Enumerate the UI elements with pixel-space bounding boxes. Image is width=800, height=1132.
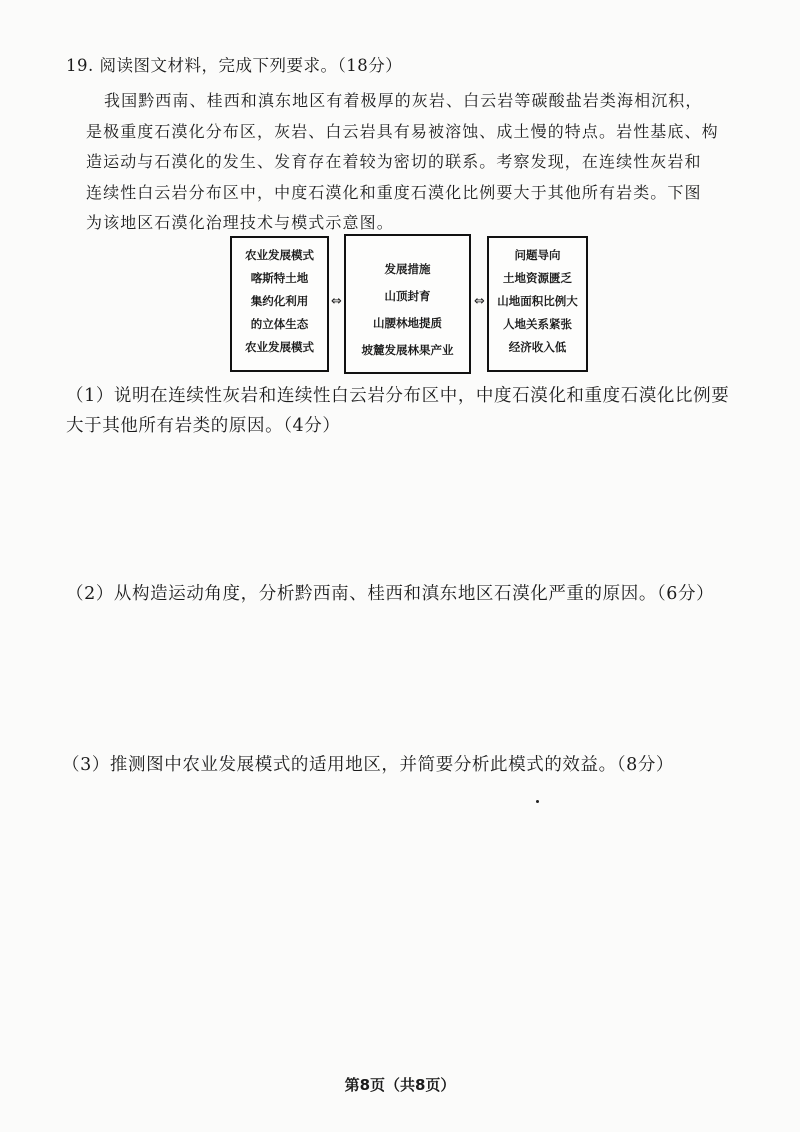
box-line: 经济收入低 (508, 340, 567, 354)
subquestion-3: （3）推测图中农业发展模式的适用地区，并简要分析此模式的效益。（8分） (62, 755, 675, 775)
paragraph-line: 连续性白云岩分布区中，中度石漠化和重度石漠化比例要大于其他所有岩类。下图 (86, 182, 702, 202)
double-arrow-icon: ⇔ (474, 294, 485, 309)
paragraph-line: 为该地区石漠化治理技术与模式示意图。 (86, 213, 394, 232)
measures-box (344, 234, 471, 374)
box-heading: 农业发展模式 (245, 248, 314, 262)
box-line: 农业发展模式 (245, 340, 314, 354)
box-line: 集约化利用 (250, 294, 309, 308)
double-arrow-icon: ⇔ (331, 294, 342, 309)
box-line: 坡麓发展林果产业 (361, 343, 454, 357)
question-title: 19. 阅读图文材料，完成下列要求。（18分） (66, 56, 403, 75)
box-line: 山顶封育 (384, 289, 431, 303)
box-line: 喀斯特土地 (250, 271, 309, 285)
subquestion-1-line-1: （1）说明在连续性灰岩和连续性白云岩分布区中，中度石漠化和重度石漠化比例要 (66, 386, 730, 406)
subquestion-2: （2）从构造运动角度，分析黔西南、桂西和滇东地区石漠化严重的原因。（6分） (66, 584, 715, 604)
paragraph-line: 是极重度石漠化分布区，灰岩、白云岩具有易被溶蚀、成土慢的特点。岩性基底、构 (86, 121, 719, 141)
page-footer: 第8页（共8页） (344, 1076, 456, 1094)
paragraph-line: 我国黔西南、桂西和滇东地区有着极厚的灰岩、白云岩等碳酸盐岩类海相沉积， (104, 91, 703, 110)
box-line: 土地资源匮乏 (503, 271, 572, 285)
box-line: 人地关系紧张 (503, 317, 572, 331)
box-heading: 发展措施 (384, 262, 431, 276)
paragraph-line: 造运动与石漠化的发生、发育存在着较为密切的联系。考察发现，在连续性灰岩和 (86, 152, 702, 171)
agriculture-model-box (230, 236, 329, 372)
subquestion-1 (66, 381, 729, 441)
box-line: 山腰林地提质 (373, 316, 442, 330)
subquestion-1-line-2: 大于其他所有岩类的原因。（4分） (66, 416, 341, 436)
box-heading: 问题导向 (514, 248, 561, 262)
box-line: 的立体生态 (250, 317, 309, 331)
stray-dot (536, 800, 539, 803)
problem-orientation-box (487, 236, 588, 372)
material-paragraph (86, 86, 758, 239)
governance-model-diagram (230, 234, 590, 376)
box-line: 山地面积比例大 (497, 294, 578, 308)
